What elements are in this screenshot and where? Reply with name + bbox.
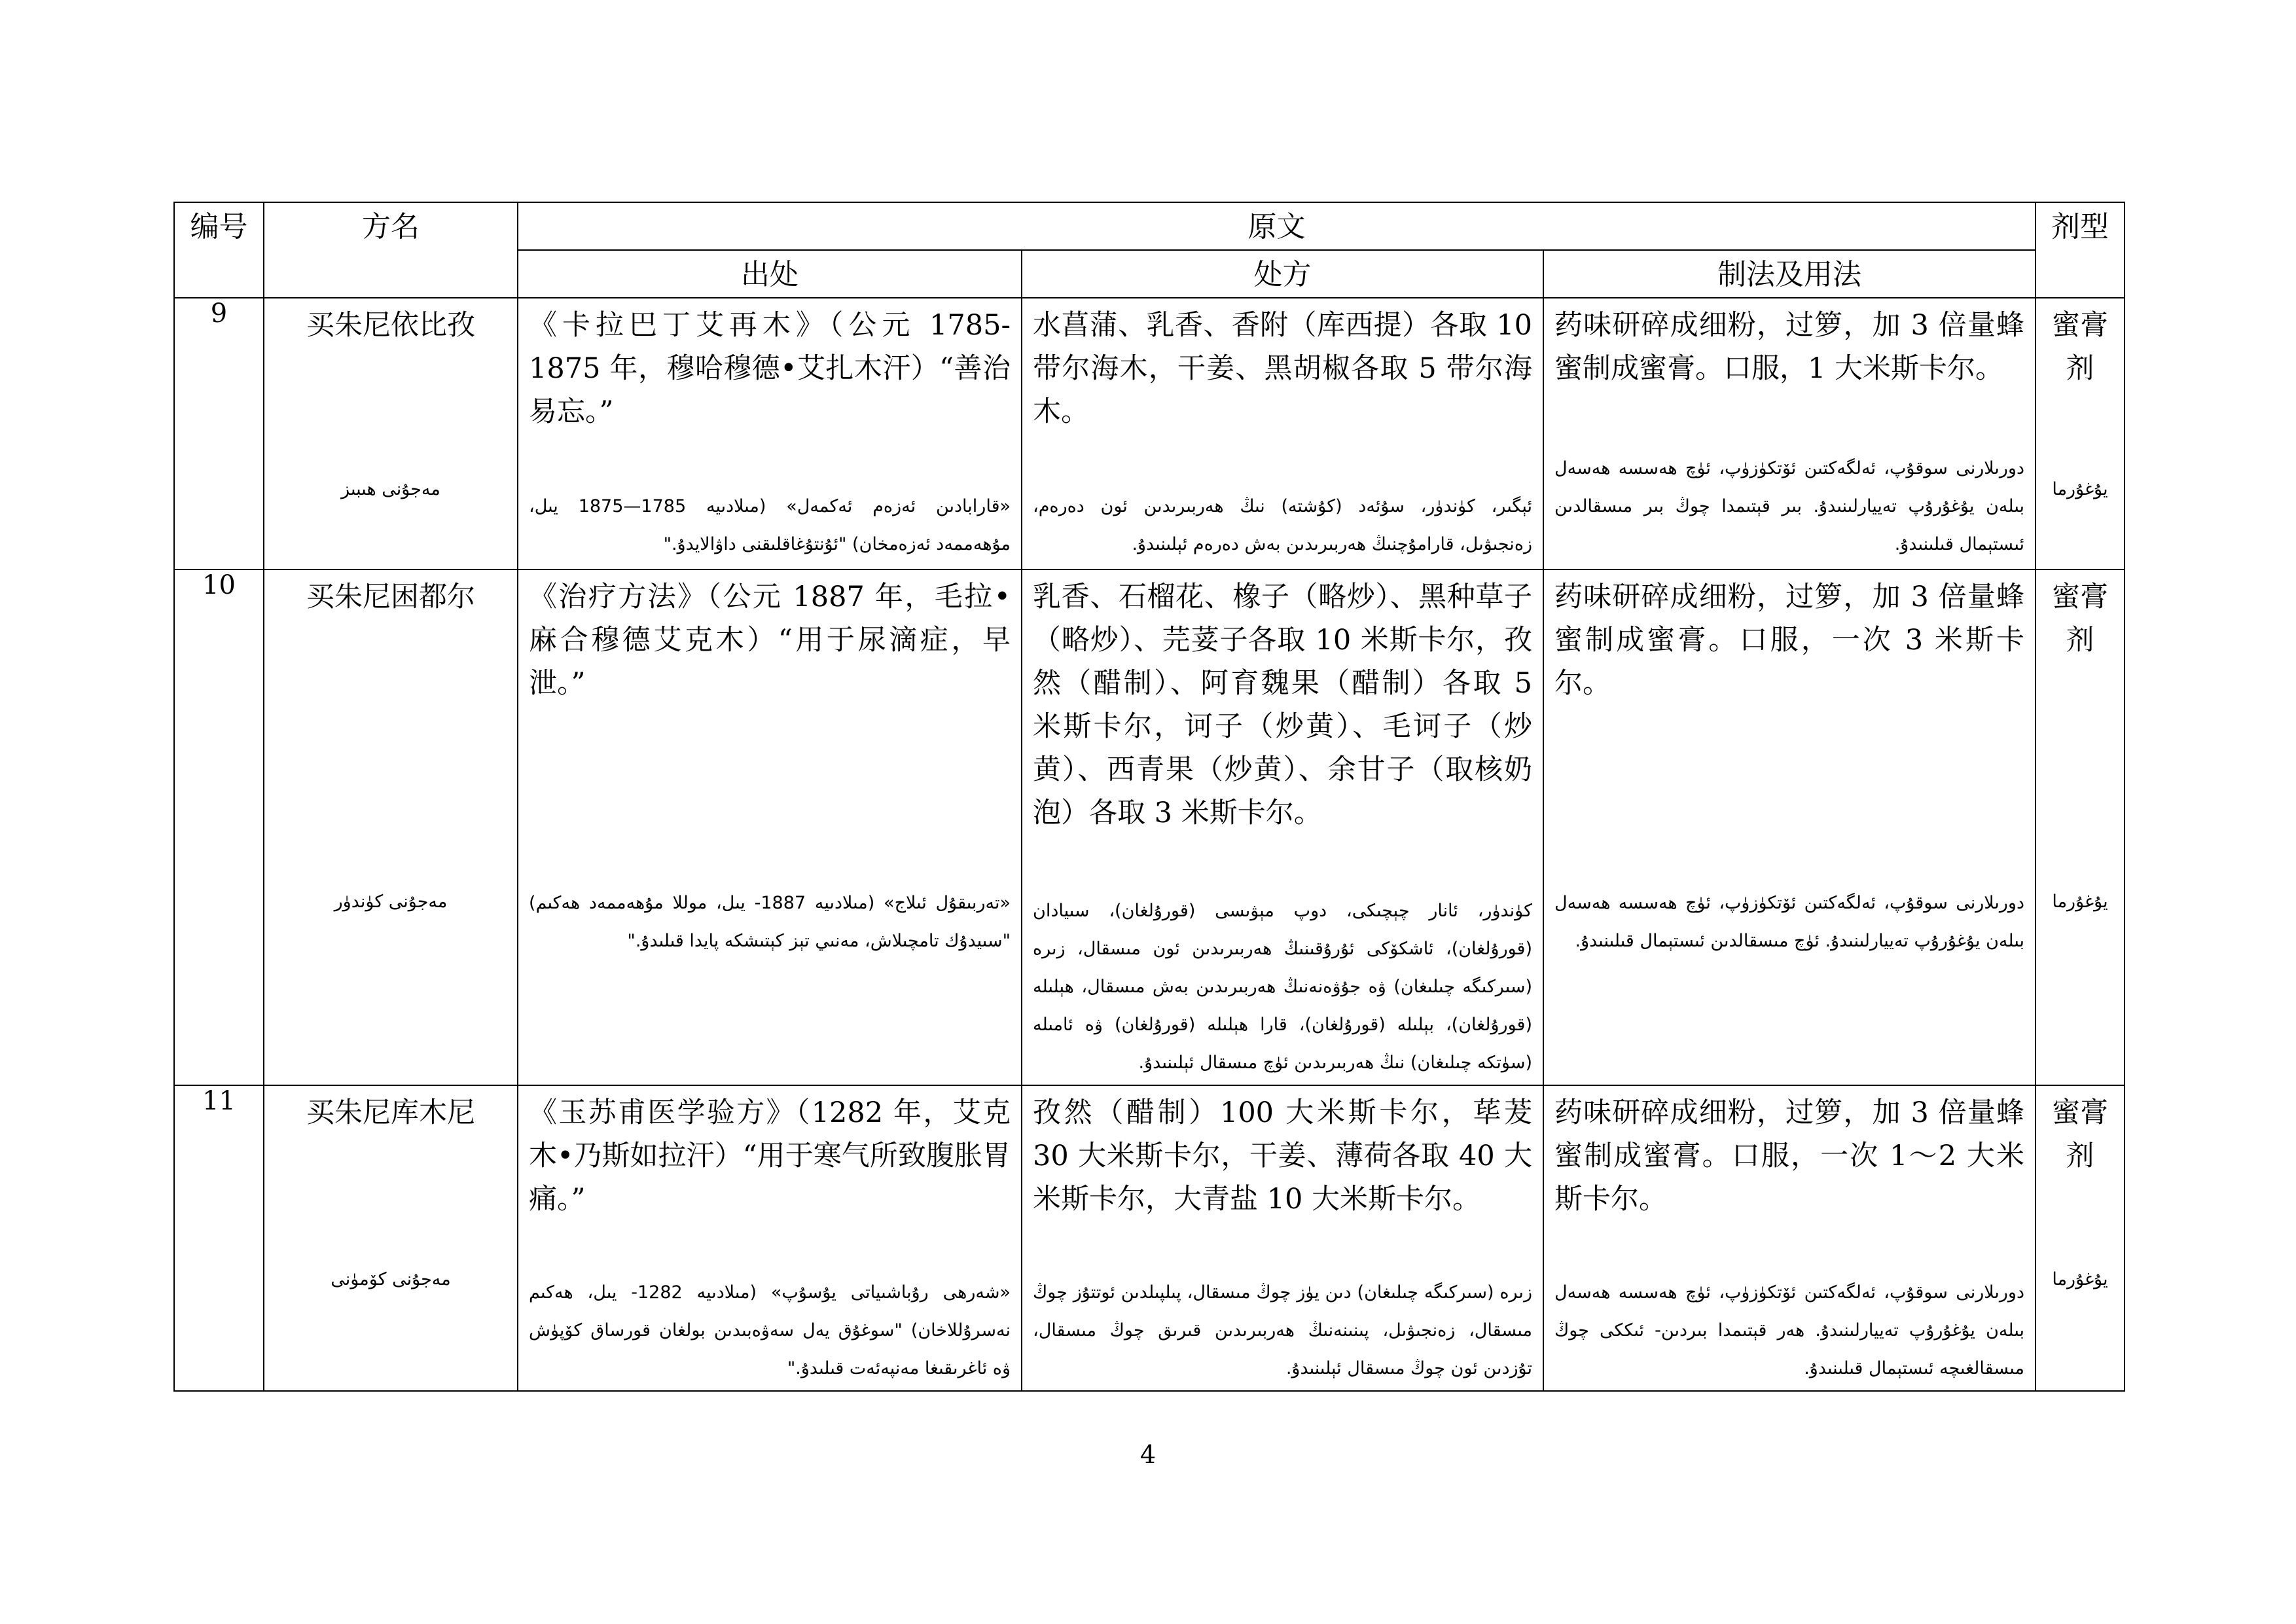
header-number: 编号 xyxy=(174,202,264,298)
prescription-table xyxy=(173,202,2125,1392)
method-ug: دورىلارنى سوقۇپ، ئەلگەكتىن ئۆتكۈزۈپ، ئۈچ ھەسسە ھەسەل بىلەن يۇغۇرۇپ تەييارلىنىدۇ. بىر قېتىمدا چوڭ بىر مىسقالدىن ئىستېمال قىلىنىدۇ. xyxy=(1554,458,2024,554)
source-cell xyxy=(518,298,1022,569)
prescription-zh: 孜然（醋制）100 大米斯卡尔，荜茇 30 大米斯卡尔，干姜、薄荷各取 40 大米斯卡尔，大青盐 10 大米斯卡尔。 xyxy=(1033,1096,1532,1216)
name-ug: مەجۇنى كۈندۈر xyxy=(334,892,448,912)
form-zh: 蜜膏剂 xyxy=(2052,1096,2108,1172)
source-zh: 《卡拉巴丁艾再木》（公元 1785-1875 年，穆哈穆德•艾扎木汗）“善治易忘。” xyxy=(529,309,1011,428)
method-cell xyxy=(1543,569,2036,1085)
name-cell xyxy=(264,1085,518,1391)
form-cell xyxy=(2036,569,2125,1085)
method-ug: دورىلارنى سوقۇپ، ئەلگەكتىن ئۆتكۈزۈپ، ئۈچ ھەسسە ھەسەل بىلەن يۇغۇرۇپ تەييارلىنىدۇ. ئۈچ مىسقالدىن ئىستېمال قىلىنىدۇ. xyxy=(1554,893,2024,951)
form-cell xyxy=(2036,298,2125,569)
prescription-ug: زىرە (سىركىگە چىلىغان) دىن يۈز چوڭ مىسقال، پىلپىلدىن ئوتتۇز چوڭ مىسقال، زەنجىۋىل، پىنىنەنىڭ ھەربىرىدىن قىرىق چوڭ مىسقال، تۇزدىن ئون چوڭ مىسقال ئېلىنىدۇ. xyxy=(1033,1282,1532,1379)
name-cell xyxy=(264,298,518,569)
prescription-cell xyxy=(1022,569,1543,1085)
prescription-cell xyxy=(1022,298,1543,569)
source-cell xyxy=(518,1085,1022,1391)
row-number: 9 xyxy=(174,298,264,569)
table-row xyxy=(174,298,2125,569)
form-cell xyxy=(2036,1085,2125,1391)
form-zh: 蜜膏剂 xyxy=(2052,309,2108,385)
name-zh: 买朱尼困都尔 xyxy=(306,581,475,613)
source-ug: «شەرھى رۇباشىياتى يۇسۇپ» (مىلادىيە 1282- يىل، ھەكىم نەسرۇللاخان) "سوغۇق يەل سەۋەبىدىن بولغان قورساق كۆپۈش ۋە ئاغرىقىغا مەنپەئەت قىلىدۇ." xyxy=(529,1282,1011,1379)
header-prescription: 处方 xyxy=(1022,250,1543,298)
form-ug: يۇغۇرما xyxy=(2052,892,2108,912)
method-zh: 药味研碎成细粉，过箩，加 3 倍量蜂蜜制成蜜膏。口服，1 大米斯卡尔。 xyxy=(1554,309,2024,385)
name-ug: مەجۇنى كۆمۈنى xyxy=(331,1269,451,1290)
form-zh: 蜜膏剂 xyxy=(2052,581,2108,657)
row-number: 11 xyxy=(174,1085,264,1391)
method-cell xyxy=(1543,1085,2036,1391)
source-cell xyxy=(518,569,1022,1085)
name-zh: 买朱尼依比孜 xyxy=(306,309,475,342)
source-zh: 《治疗方法》（公元 1887 年，毛拉•麻合穆德艾克木）“用于尿滴症，早泄。” xyxy=(529,581,1011,700)
name-cell xyxy=(264,569,518,1085)
header-original: 原文 xyxy=(518,202,2036,250)
name-zh: 买朱尼库木尼 xyxy=(306,1096,475,1129)
prescription-zh: 水菖蒲、乳香、香附（库西提）各取 10 带尔海木，干姜、黑胡椒各取 5 带尔海木。 xyxy=(1033,309,1532,428)
method-zh: 药味研碎成细粉，过箩，加 3 倍量蜂蜜制成蜜膏。口服，一次 3 米斯卡尔。 xyxy=(1554,581,2024,700)
form-ug: يۇغۇرما xyxy=(2052,1269,2108,1290)
source-ug: «قارابادىن ئەزەم ئەكمەل» (مىلادىيە 1785—1875 يىل، مۇھەممەد ئەزەمخان) "ئۇنتۇغاقلىقنى داۋالايدۇ." xyxy=(529,496,1011,554)
prescription-cell xyxy=(1022,1085,1543,1391)
source-ug: «تەربىقۇل ئىلاج» (مىلادىيە 1887- يىل، موللا مۇھەممەد ھەكىم) "سىيدۇك تامچىلاش، مەنىي تېز كېتىشكە پايدا قىلىدۇ." xyxy=(529,893,1011,951)
method-cell xyxy=(1543,298,2036,569)
header-source: 出处 xyxy=(518,250,1022,298)
table-row xyxy=(174,569,2125,1085)
prescription-zh: 乳香、石榴花、橡子（略炒）、黑种草子（略炒）、芫荽子各取 10 米斯卡尔，孜然（醋制）、阿育魏果（醋制）各取 5 米斯卡尔，诃子（炒黄）、毛诃子（炒黄）、西青果（炒黄）、余甘子（取核奶泡）各取 3 米斯卡尔。 xyxy=(1033,581,1532,829)
method-ug: دورىلارنى سوقۇپ، ئەلگەكتىن ئۆتكۈزۈپ، ئۈچ ھەسسە ھەسەل بىلەن يۇغۇرۇپ تەييارلىنىدۇ. ھەر قېتىمدا بىردىن- ئىككى چوڭ مىسقالغىچە ئىستېمال قىلىنىدۇ. xyxy=(1554,1282,2024,1379)
name-ug: مەجۇنى ھىبىز xyxy=(341,479,440,499)
header-method: 制法及用法 xyxy=(1543,250,2036,298)
prescription-ug: كۈندۈر، ئانار چېچىكى، دوپ مېۋىسى (قورۇلغان)، سىيادان (قورۇلغان)، ئاشكۆكى ئۇرۇقىنىڭ ھەربىرىدىن ئون مىسقال، زىرە (سىركىگە چىلىغان) ۋە جۇۋەنەنىڭ ھەربىرىدىن بەش مىسقال، ھېلىلە (قورۇلغان)، بېلىلە (قورۇلغان)، قارا ھېلىلە (قورۇلغان) ۋە ئامىلە (سۈتكە چىلىغان) نىڭ ھەربىرىدىن ئۈچ مىسقال ئېلىنىدۇ. xyxy=(1033,901,1532,1073)
row-number: 10 xyxy=(174,569,264,1085)
header-form: 剂型 xyxy=(2036,202,2125,298)
form-ug: يۇغۇرما xyxy=(2052,479,2108,499)
page-number: 4 xyxy=(1139,1440,1157,1469)
method-zh: 药味研碎成细粉，过箩，加 3 倍量蜂蜜制成蜜膏。口服，一次 1～2 大米斯卡尔。 xyxy=(1554,1096,2024,1216)
prescription-ug: ئېگىر، كۈندۈر، سۇئەد (كۇشتە) نىڭ ھەربىرىدىن ئون دەرەم، زەنجىۋىل، قارامۇچنىڭ ھەربىرىدىن بەش دەرەم ئېلىنىدۇ. xyxy=(1033,496,1532,554)
source-zh: 《玉苏甫医学验方》（1282 年，艾克木•乃斯如拉汗）“用于寒气所致腹胀胃痛。” xyxy=(529,1096,1011,1216)
header-name: 方名 xyxy=(264,202,518,298)
table-row xyxy=(174,1085,2125,1391)
